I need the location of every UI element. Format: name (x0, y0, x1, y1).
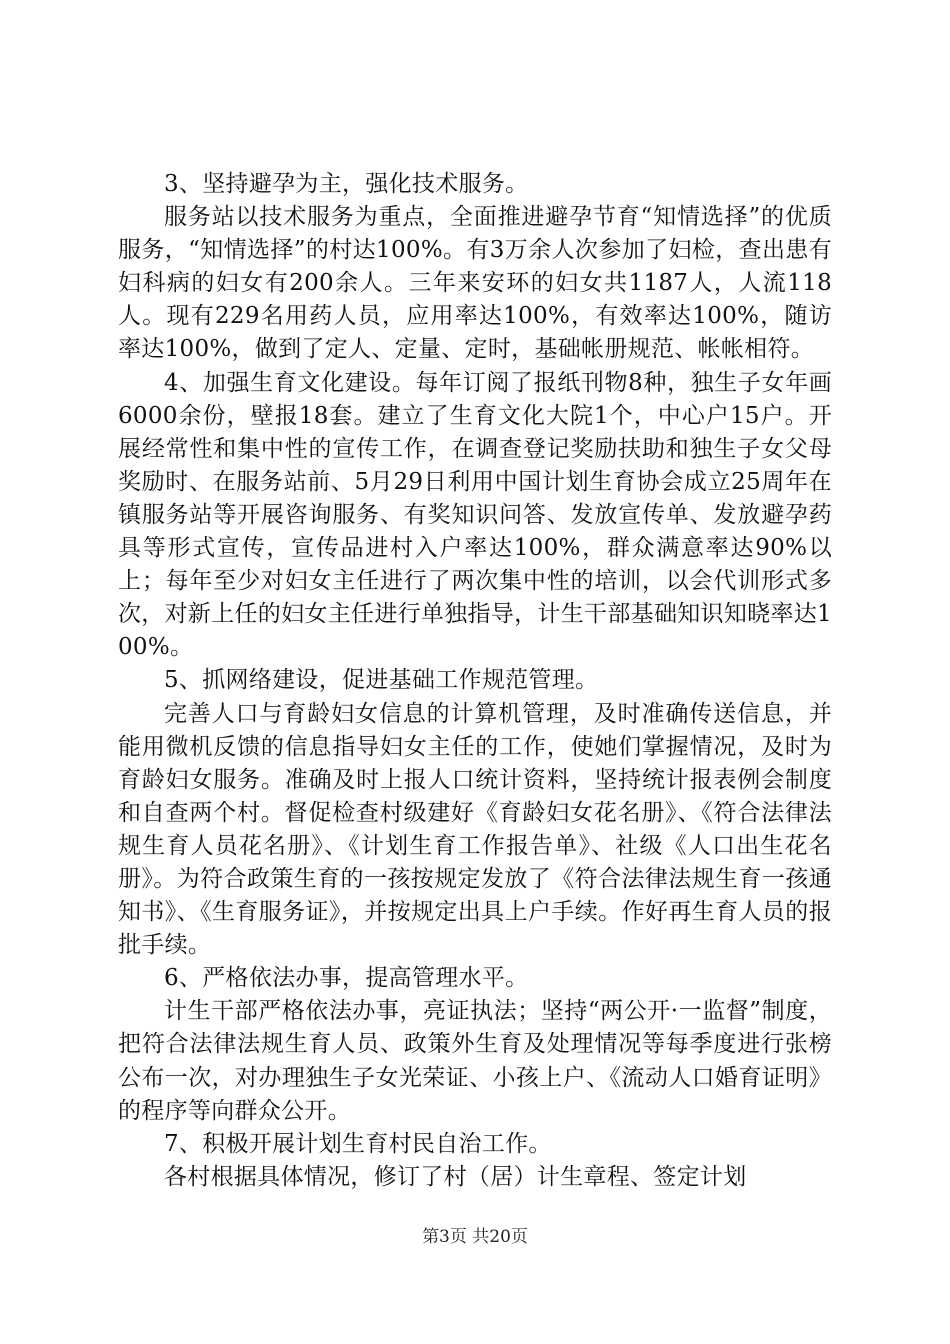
section-heading-6: 6、严格依法办事，提高管理水平。 (164, 965, 529, 992)
section-paragraph-4-culture: 4、加强生育文化建设。每年订阅了报纸刊物8种，独生子女年画6000余份，壁报18套。建立了生育文化大院1个，中心户15户。开展经常性和集中性的宣传工作，在调查登记奖励扶助和独生子女父母奖励时、在服务站前、5月29日利用中国计划生育协会成立25周年在镇服务站等开展咨询服务、有奖知识问答、发放宣传单、发放避孕药具等形式宣传，宣传品进村入户率达100%，群众满意率达90%以上；每年至少对妇女主任进行了两次集中性的培训，以会代训形式多次，对新上任的妇女主任进行单独指导，计生干部基础知识知晓率达100%。 (118, 369, 832, 661)
paragraph-village-autonomy: 各村根据具体情况，修订了村（居）计生章程、签定计划 (164, 1163, 747, 1190)
section-heading-7: 7、积极开展计划生育村民自治工作。 (164, 1130, 552, 1157)
paragraph-law-enforcement: 计生干部严格依法办事，亮证执法；坚持“两公开·一监督”制度，把符合法律法规生育人员、政策外生育及处理情况等每季度进行张榜公布一次，对办理独生子女光荣证、小孩上户、《流动人口婚育证明》的程序等向群众公开。 (118, 998, 832, 1124)
document-body (118, 168, 832, 1194)
paragraph-network-management: 完善人口与育龄妇女信息的计算机管理，及时准确传送信息，并能用微机反馈的信息指导妇女主任的工作，使她们掌握情况，及时为育龄妇女服务。准确及时上报人口统计资料，坚持统计报表例会制度和自查两个村。督促检查村级建好《育龄妇女花名册》、《符合法律法规生育人员花名册》、《计划生育工作报告单》、社级《人口出生花名册》。为符合政策生育的一孩按规定发放了《符合法律法规生育一孩通知书》、《生育服务证》，并按规定出具上户手续。作好再生育人员的报批手续。 (118, 700, 832, 959)
page-footer: 第3页 共20页 (422, 1227, 528, 1247)
paragraph-technical-service: 服务站以技术服务为重点，全面推进避孕节育“知情选择”的优质服务，“知情选择”的村达100%。有3万余人次参加了妇检，查出患有妇科病的妇女有200余人。三年来安环的妇女共1187人，人流118人。现有229名用药人员，应用率达100%，有效率达100%，随访率达100%，做到了定人、定量、定时，基础帐册规范、帐帐相符。 (118, 204, 832, 363)
section-heading-5: 5、抓网络建设，促进基础工作规范管理。 (164, 667, 599, 694)
section-heading-3: 3、坚持避孕为主，强化技术服务。 (164, 171, 529, 197)
